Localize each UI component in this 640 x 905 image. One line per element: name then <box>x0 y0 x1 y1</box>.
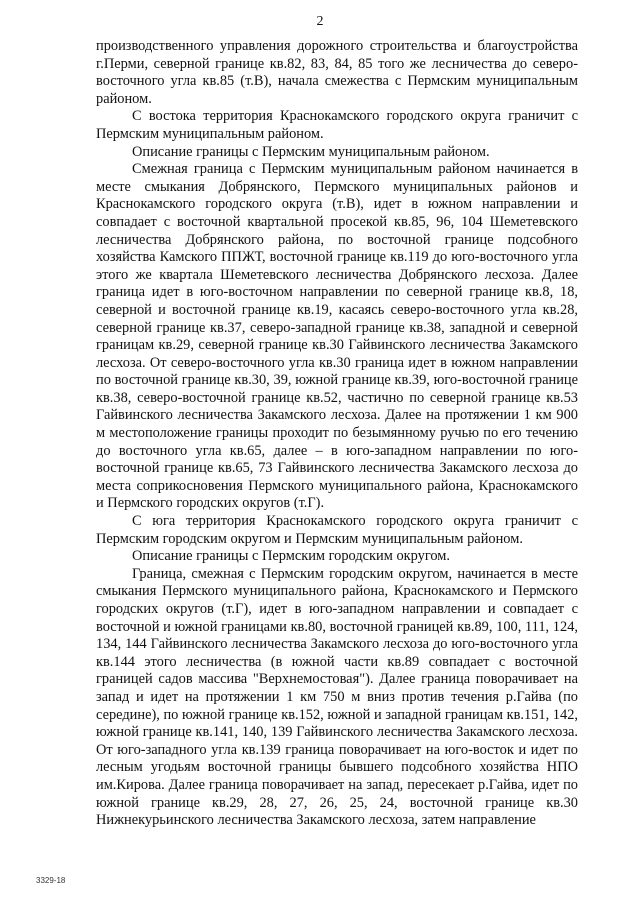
footer-code: 3329-18 <box>36 876 66 885</box>
paragraph-perm-district-border: Смежная граница с Пермским муниципальным районом начинается в месте смыкания Добрянского, Пермского муниципальных районов и Краснокамского городского округа (т.В), идет в южном направлении и совпадает с восточной квартальной просекой кв.85, 96, 104 Шеметевского лесничества Добрянского района, по восточной границе подсобного хозяйства Камского ППЖТ, восточной границе кв.119 до юго-восточного угла этого же квартала Шеметевского лесничества Добрянского лесхоза. Далее граница идет в юго-восточном направлении по северной границе кв.8, 18, северной и восточной границе кв.19, касаясь северо-восточного угла кв.28, северной границе кв.37, северо-западной границе кв.38, западной и северной границам кв.29, северной границе кв.30 Гайвинского лесничества Закамского лесхоза. От северо-восточного угла кв.30 граница идет в южном направлении по восточной границе кв.30, 39, южной границе кв.39, юго-восточной границе кв.38, северо-восточной границе кв.52, частично по северной границе кв.53 Гайвинского лесничества Закамского лесхоза. Далее на протяжении 1 км 900 м местоположение границы проходит по безымянному ручью по его течению до восточного угла кв.65, далее – в юго-западном направлении по юго-восточной границе кв.65, 73 Гайвинского лесничества Закамского лесхоза до места соприкосновения Пермского муниципального района, Краснокамского и Пермского городских округов (т.Г). <box>96 161 578 512</box>
paragraph-perm-city-border: Граница, смежная с Пермским городским округом, начинается в месте смыкания Пермского муниципального района, Краснокамского и Пермского городских округов (т.Г), идет в юго-западном направлении и совпадает с восточной и южной границами кв.80, восточной границей кв.89, 100, 111, 124, 134, 144 Гайвинского лесничества Закамского лесхоза до юго-восточного угла кв.144 этого лесничества (в южной части кв.89 совпадает с восточной границей садов массива "Верхнемостовая"). Далее граница поворачивает на запад и идет на протяжении 1 км 750 м вниз против течения р.Гайва (по середине), по южной границе кв.152, южной и западной границам кв.151, 142, южной границе кв.141, 140, 139 Гайвинского лесничества Закамского лесхоза. От юго-западного угла кв.139 граница поворачивает на юго-восток и идет по лесным угодьям восточной границы бывшего подсобного хозяйства НПО им.Кирова. Далее граница поворачивает на запад, пересекает р.Гайва, идет по южной границе кв.29, 28, 27, 26, 25, 24, восточной границе кв.30 Нижнекурьинского лесничества Закамского лесхоза, затем направление <box>96 565 578 829</box>
page-number: 2 <box>316 14 324 29</box>
heading-perm-district: Описание границы с Пермским муниципальным районом. <box>132 143 490 160</box>
body-text <box>96 38 578 830</box>
heading-perm-city: Описание границы с Пермским городским округом. <box>132 548 450 565</box>
paragraph-east-border: С востока территория Краснокамского городского округа граничит с Пермским муниципальным районом. <box>96 108 578 142</box>
paragraph-south-border: С юга территория Краснокамского городского округа граничит с Пермским городским округом и Пермским муниципальным районом. <box>96 513 578 547</box>
paragraph-continuation: производственного управления дорожного строительства и благоустройства г.Перми, северной границе кв.82, 83, 84, 85 того же лесничества до северо-восточного угла кв.85 (т.В), начала смежества с Пермским муниципальным районом. <box>96 38 578 107</box>
